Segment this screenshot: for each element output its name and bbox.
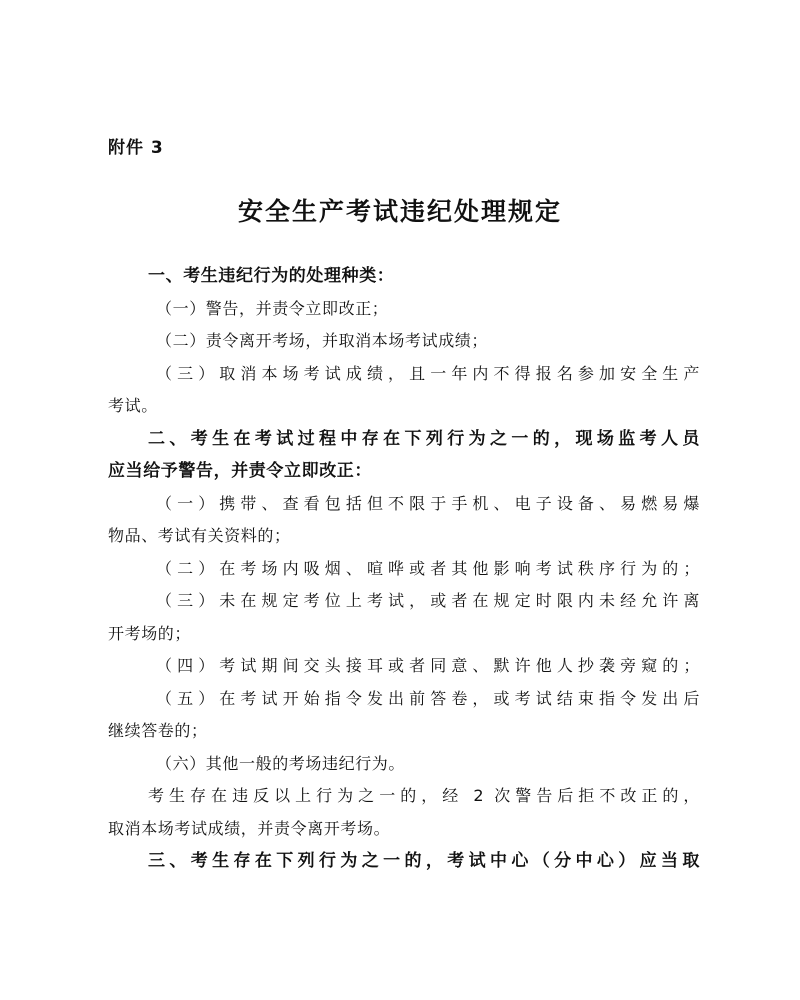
paragraph-line: （五）在考试开始指令发出前答卷，或考试结束指令发出后	[156, 688, 700, 708]
paragraph-line: 开考场的；	[108, 623, 192, 643]
document-title: 安全生产考试违纪处理规定	[237, 197, 562, 226]
paragraph-line: （二）在考场内吸烟、喧哗或者其他影响考试秩序行为的；	[156, 558, 700, 578]
paragraph-line: 继续答卷的；	[108, 721, 208, 740]
section-heading: 三、考生存在下列行为之一的，考试中心（分中心）应当取	[148, 851, 700, 871]
section-heading: 一、考生违纪行为的处理种类：	[148, 266, 395, 286]
document-body	[108, 260, 700, 878]
paragraph-line: （四）考试期间交头接耳或者同意、默许他人抄袭旁窥的；	[156, 656, 700, 675]
paragraph-line: （三）取消本场考试成绩，且一年内不得报名参加安全生产	[156, 363, 700, 383]
paragraph-line: （三）未在规定考位上考试，或者在规定时限内未经允许离	[156, 591, 700, 610]
paragraph-line: 考生存在违反以上行为之一的，经 2 次警告后拒不改正的，	[148, 786, 700, 805]
paragraph-line: 取消本场考试成绩，并责令离开考场。	[108, 818, 391, 838]
attachment-label: 附件 3	[108, 138, 164, 158]
paragraph-line: 物品、考试有关资料的；	[108, 526, 291, 545]
paragraph-line: （一）警告，并责令立即改正；	[156, 298, 389, 318]
section-heading: 二、考生在考试过程中存在下列行为之一的，现场监考人员	[148, 428, 700, 449]
paragraph-line: （二）责令离开考场，并取消本场考试成绩；	[156, 331, 489, 350]
section-heading: 应当给予警告，并责令立即改正：	[108, 461, 372, 481]
paragraph-line: （六）其他一般的考场违纪行为。	[156, 753, 406, 773]
paragraph-line: （一）携带、查看包括但不限于手机、电子设备、易燃易爆	[156, 493, 700, 513]
paragraph-line: 考试。	[108, 396, 158, 415]
